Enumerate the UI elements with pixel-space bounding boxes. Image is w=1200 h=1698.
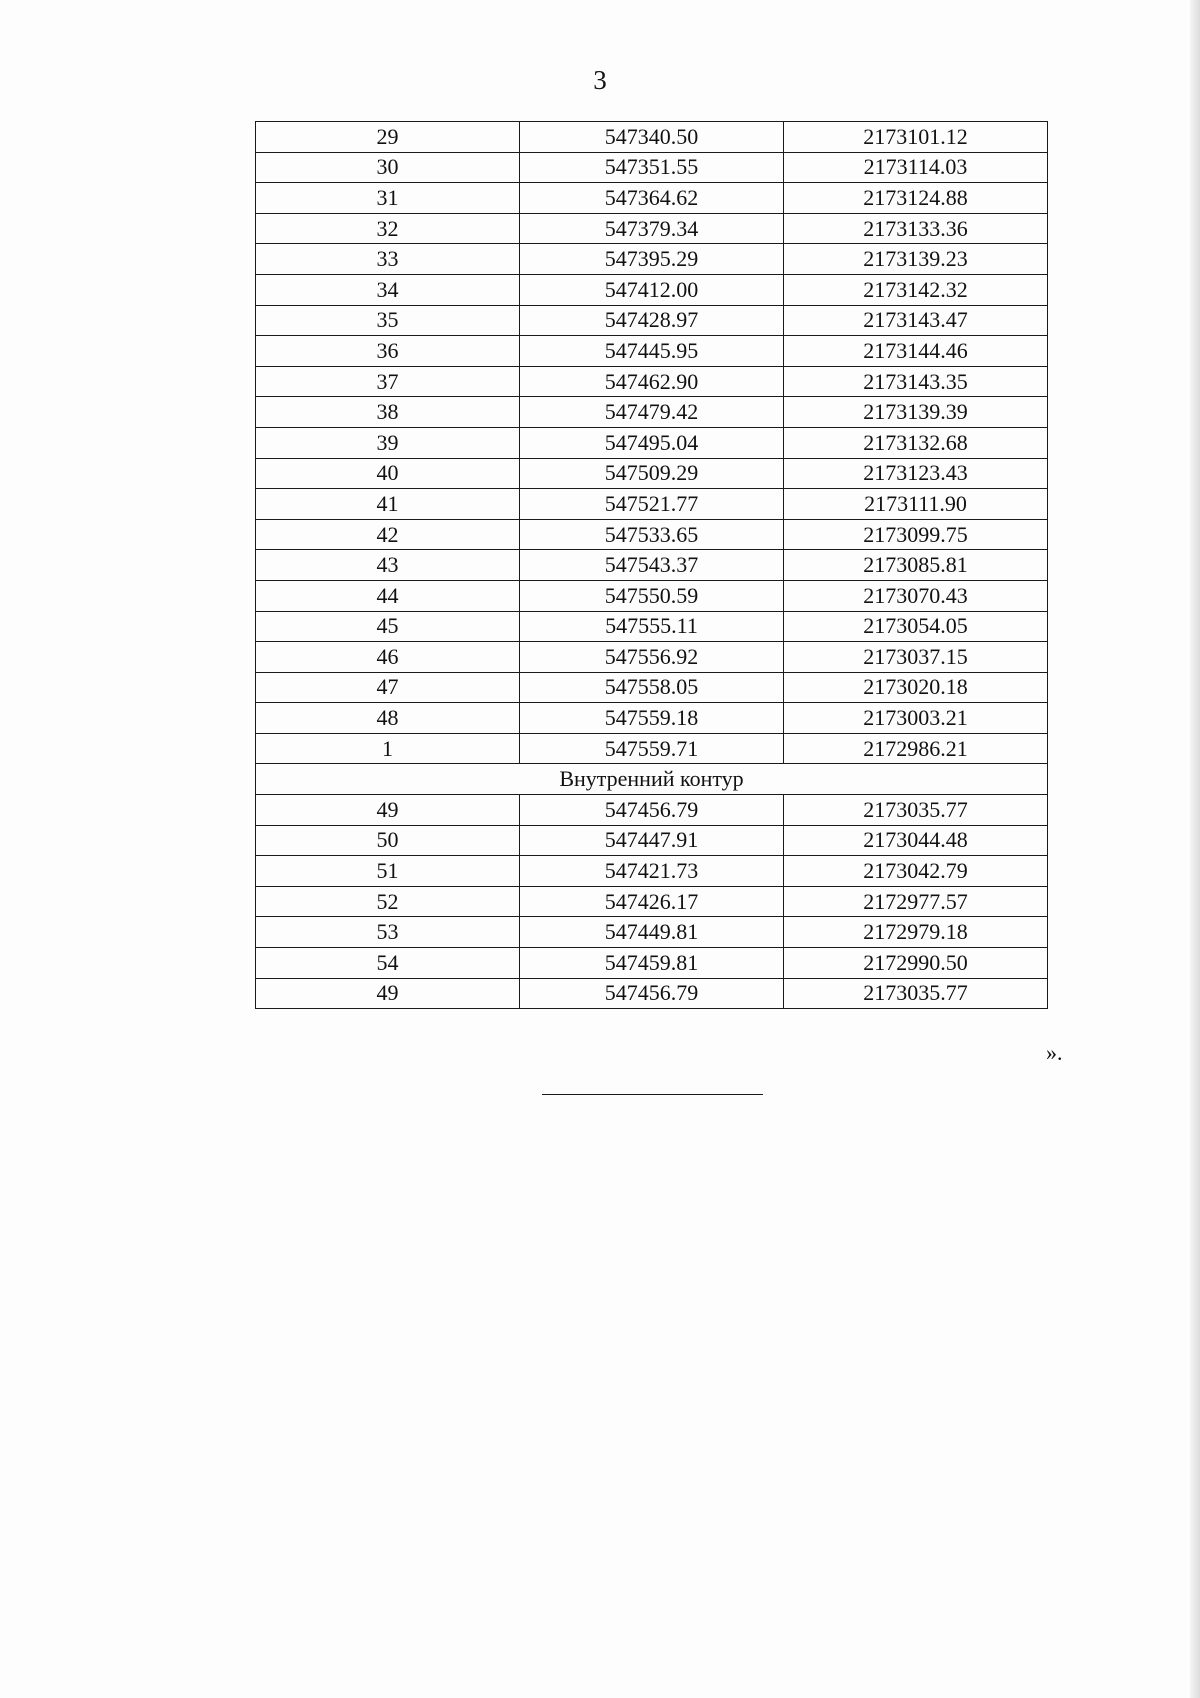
y-coordinate-cell: 2173114.03: [784, 152, 1048, 183]
x-coordinate-cell: 547462.90: [520, 366, 784, 397]
point-number-cell: 44: [256, 580, 520, 611]
table-row: [256, 795, 1048, 826]
coordinates-table-body: [256, 122, 1048, 1009]
point-number-cell: 36: [256, 336, 520, 367]
y-coordinate-cell: 2172986.21: [784, 733, 1048, 764]
y-coordinate-cell: 2173035.77: [784, 795, 1048, 826]
x-coordinate-cell: 547479.42: [520, 397, 784, 428]
table-row: [256, 397, 1048, 428]
section-label: Внутренний контур: [256, 764, 1048, 795]
point-number-cell: 35: [256, 305, 520, 336]
point-number-cell: 1: [256, 733, 520, 764]
y-coordinate-cell: 2173054.05: [784, 611, 1048, 642]
x-coordinate-cell: 547550.59: [520, 580, 784, 611]
x-coordinate-cell: 547395.29: [520, 244, 784, 275]
x-coordinate-cell: 547447.91: [520, 825, 784, 856]
table-row: [256, 825, 1048, 856]
x-coordinate-cell: 547421.73: [520, 856, 784, 887]
point-number-cell: 47: [256, 672, 520, 703]
point-number-cell: 42: [256, 519, 520, 550]
y-coordinate-cell: 2173003.21: [784, 703, 1048, 734]
x-coordinate-cell: 547556.92: [520, 642, 784, 673]
table-row: [256, 917, 1048, 948]
y-coordinate-cell: 2173101.12: [784, 122, 1048, 153]
x-coordinate-cell: 547412.00: [520, 274, 784, 305]
separator-line: [542, 1094, 763, 1095]
point-number-cell: 54: [256, 948, 520, 979]
point-number-cell: 52: [256, 886, 520, 917]
y-coordinate-cell: 2173132.68: [784, 427, 1048, 458]
y-coordinate-cell: 2173085.81: [784, 550, 1048, 581]
point-number-cell: 29: [256, 122, 520, 153]
point-number-cell: 49: [256, 978, 520, 1009]
x-coordinate-cell: 547459.81: [520, 948, 784, 979]
point-number-cell: 30: [256, 152, 520, 183]
table-row: [256, 978, 1048, 1009]
point-number-cell: 53: [256, 917, 520, 948]
scan-edge: [1190, 0, 1200, 1698]
table-row: [256, 642, 1048, 673]
table-row: [256, 427, 1048, 458]
x-coordinate-cell: 547426.17: [520, 886, 784, 917]
point-number-cell: 33: [256, 244, 520, 275]
point-number-cell: 40: [256, 458, 520, 489]
y-coordinate-cell: 2173044.48: [784, 825, 1048, 856]
x-coordinate-cell: 547559.71: [520, 733, 784, 764]
x-coordinate-cell: 547449.81: [520, 917, 784, 948]
y-coordinate-cell: 2172977.57: [784, 886, 1048, 917]
y-coordinate-cell: 2173020.18: [784, 672, 1048, 703]
x-coordinate-cell: 547456.79: [520, 795, 784, 826]
closing-quote: ».: [1046, 1040, 1063, 1065]
y-coordinate-cell: 2173139.23: [784, 244, 1048, 275]
table-row: [256, 886, 1048, 917]
y-coordinate-cell: 2173099.75: [784, 519, 1048, 550]
table-row: [256, 519, 1048, 550]
x-coordinate-cell: 547559.18: [520, 703, 784, 734]
point-number-cell: 43: [256, 550, 520, 581]
x-coordinate-cell: 547495.04: [520, 427, 784, 458]
y-coordinate-cell: 2173111.90: [784, 489, 1048, 520]
table-row: [256, 305, 1048, 336]
y-coordinate-cell: 2173139.39: [784, 397, 1048, 428]
x-coordinate-cell: 547351.55: [520, 152, 784, 183]
x-coordinate-cell: 547379.34: [520, 213, 784, 244]
point-number-cell: 32: [256, 213, 520, 244]
x-coordinate-cell: 547533.65: [520, 519, 784, 550]
table-row: [256, 336, 1048, 367]
table-row: [256, 489, 1048, 520]
table-row: [256, 550, 1048, 581]
table-row: [256, 152, 1048, 183]
table-row: [256, 703, 1048, 734]
point-number-cell: 37: [256, 366, 520, 397]
table-row: [256, 366, 1048, 397]
point-number-cell: 31: [256, 183, 520, 214]
table-row: [256, 948, 1048, 979]
point-number-cell: 49: [256, 795, 520, 826]
page-number: 3: [593, 65, 607, 95]
x-coordinate-cell: 547428.97: [520, 305, 784, 336]
y-coordinate-cell: 2173144.46: [784, 336, 1048, 367]
y-coordinate-cell: 2173133.36: [784, 213, 1048, 244]
x-coordinate-cell: 547543.37: [520, 550, 784, 581]
y-coordinate-cell: 2173143.35: [784, 366, 1048, 397]
point-number-cell: 39: [256, 427, 520, 458]
y-coordinate-cell: 2173070.43: [784, 580, 1048, 611]
point-number-cell: 46: [256, 642, 520, 673]
y-coordinate-cell: 2173123.43: [784, 458, 1048, 489]
y-coordinate-cell: 2172979.18: [784, 917, 1048, 948]
coordinates-table: [255, 121, 1048, 1009]
point-number-cell: 51: [256, 856, 520, 887]
x-coordinate-cell: 547509.29: [520, 458, 784, 489]
x-coordinate-cell: 547555.11: [520, 611, 784, 642]
table-row: [256, 183, 1048, 214]
point-number-cell: 34: [256, 274, 520, 305]
y-coordinate-cell: 2173143.47: [784, 305, 1048, 336]
point-number-cell: 41: [256, 489, 520, 520]
y-coordinate-cell: 2173037.15: [784, 642, 1048, 673]
table-row: [256, 458, 1048, 489]
table-row: [256, 213, 1048, 244]
x-coordinate-cell: 547521.77: [520, 489, 784, 520]
table-row: [256, 274, 1048, 305]
y-coordinate-cell: 2172990.50: [784, 948, 1048, 979]
table-row: [256, 611, 1048, 642]
table-row: [256, 856, 1048, 887]
y-coordinate-cell: 2173124.88: [784, 183, 1048, 214]
table-row: [256, 580, 1048, 611]
table-row: [256, 733, 1048, 764]
point-number-cell: 50: [256, 825, 520, 856]
table-row: [256, 672, 1048, 703]
y-coordinate-cell: 2173042.79: [784, 856, 1048, 887]
x-coordinate-cell: 547456.79: [520, 978, 784, 1009]
point-number-cell: 38: [256, 397, 520, 428]
x-coordinate-cell: 547445.95: [520, 336, 784, 367]
x-coordinate-cell: 547558.05: [520, 672, 784, 703]
table-row: [256, 122, 1048, 153]
y-coordinate-cell: 2173142.32: [784, 274, 1048, 305]
table-row: [256, 244, 1048, 275]
x-coordinate-cell: 547364.62: [520, 183, 784, 214]
point-number-cell: 48: [256, 703, 520, 734]
point-number-cell: 45: [256, 611, 520, 642]
x-coordinate-cell: 547340.50: [520, 122, 784, 153]
section-row: [256, 764, 1048, 795]
y-coordinate-cell: 2173035.77: [784, 978, 1048, 1009]
